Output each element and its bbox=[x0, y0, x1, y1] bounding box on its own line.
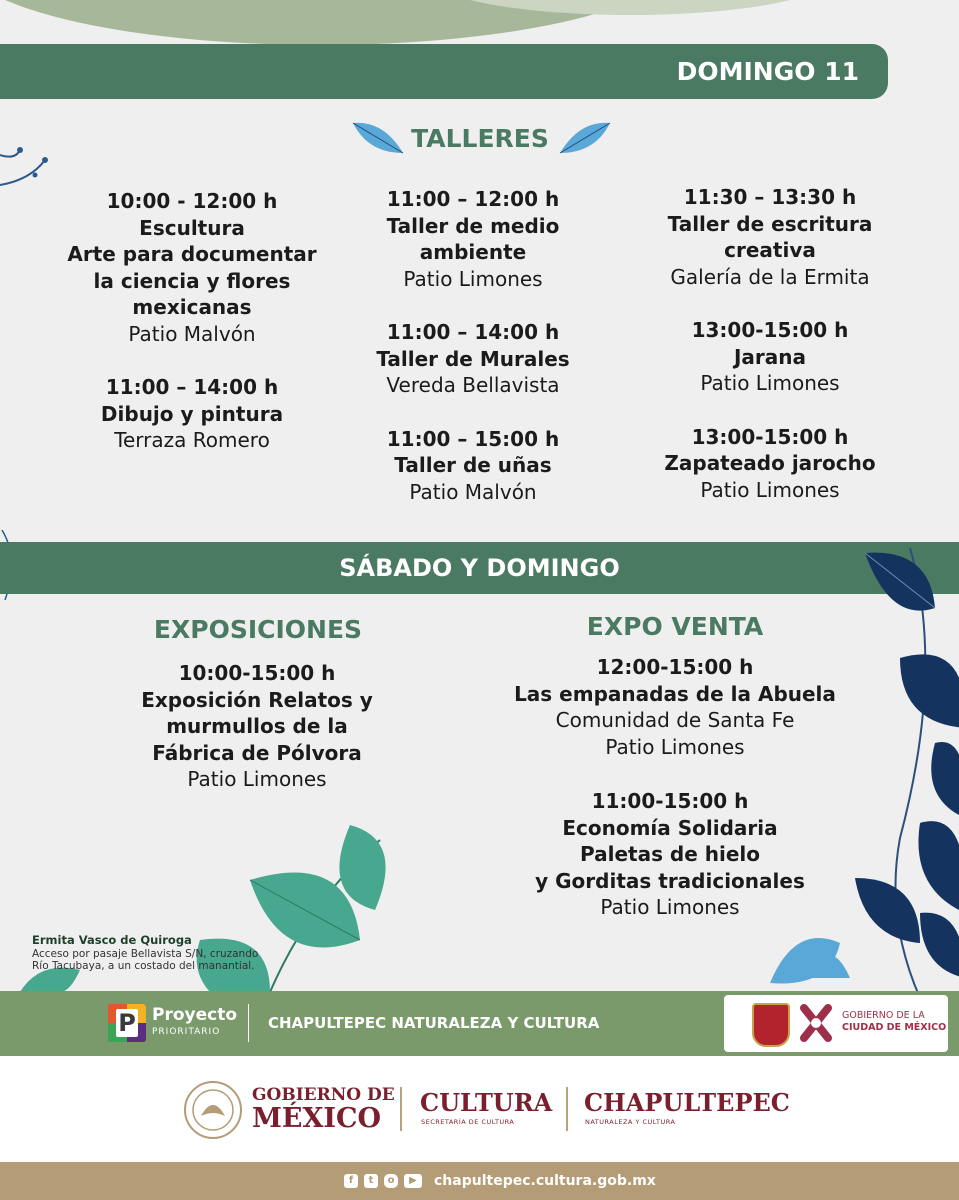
social-links bbox=[344, 1170, 656, 1192]
expo-time: 12:00-15:00 h bbox=[596, 655, 754, 679]
expo-name: Las empanadas de la Abuela bbox=[514, 681, 836, 706]
workshop-place: Galería de la Ermita bbox=[670, 264, 870, 289]
workshop-name: Taller de Murales bbox=[376, 346, 570, 371]
prioritario-label: PRIORITARIO bbox=[152, 1027, 221, 1037]
cdmx-text bbox=[842, 1010, 946, 1034]
workshop-name: Taller de medio ambiente bbox=[386, 213, 560, 264]
chapultepec-sublabel: NATURALEZA Y CULTURA bbox=[585, 1118, 676, 1126]
logo-divider-2 bbox=[566, 1087, 568, 1131]
expo-name: Economía Solidaria Paletas de hielo y Gorditas tradicionales bbox=[535, 815, 805, 893]
exhibition-place: Patio Limones bbox=[187, 767, 327, 791]
workshop-place: Terraza Romero bbox=[114, 428, 270, 452]
workshop-name: Taller de uñas bbox=[394, 453, 552, 477]
workshop-place: Patio Limones bbox=[403, 266, 543, 291]
day-title: DOMINGO 11 bbox=[676, 57, 859, 86]
expo-place: Patio Limones bbox=[600, 895, 740, 919]
youtube-icon[interactable]: ▶ bbox=[404, 1174, 422, 1188]
instagram-icon[interactable]: o bbox=[384, 1174, 398, 1188]
workshop-item bbox=[323, 319, 623, 399]
venue-address-line1: Acceso por pasaje Bellavista S/N, cruzando bbox=[32, 947, 259, 960]
workshop-name: Taller de escritura creativa bbox=[667, 211, 873, 262]
workshop-place: Patio Malvón bbox=[128, 321, 256, 346]
exhibition-name: Exposición Relatos y murmullos de la Fábrica de Pólvora bbox=[141, 687, 373, 765]
workshop-place: Vereda Bellavista bbox=[386, 373, 560, 397]
expo-place: Comunidad de Santa Fe Patio Limones bbox=[555, 708, 795, 759]
workshop-time: 11:00 – 15:00 h bbox=[386, 426, 560, 451]
branding-tagline: CHAPULTEPEC NATURALEZA Y CULTURA bbox=[268, 1014, 600, 1032]
talleres-column-2 bbox=[323, 186, 623, 532]
logo-divider-1 bbox=[400, 1087, 402, 1131]
cultura-label: CULTURA bbox=[420, 1088, 553, 1117]
proyecto-label: Proyecto bbox=[152, 1005, 238, 1025]
workshop-name: Dibujo y pintura bbox=[100, 401, 284, 426]
talleres-column-1 bbox=[42, 188, 342, 481]
cdmx-shield-icon bbox=[752, 1003, 790, 1047]
weekend-title: SÁBADO Y DOMINGO bbox=[339, 554, 620, 582]
cdmx-line1: GOBIERNO DE LA bbox=[842, 1010, 925, 1021]
workshop-name: Zapateado jarocho bbox=[664, 451, 876, 475]
branding-divider bbox=[248, 1004, 249, 1042]
cdmx-line2: CIUDAD DE MÉXICO bbox=[842, 1022, 947, 1033]
cdmx-emblem-icon bbox=[796, 1002, 836, 1044]
workshop-time: 11:00 – 14:00 h bbox=[105, 375, 279, 399]
workshop-item bbox=[42, 188, 342, 347]
leaf-right-icon bbox=[555, 118, 615, 158]
website-link[interactable]: chapultepec.cultura.gob.mx bbox=[434, 1173, 656, 1189]
talleres-title: TALLERES bbox=[411, 124, 549, 153]
expo-venta-item-2 bbox=[500, 788, 840, 921]
workshop-time: 11:00 – 12:00 h bbox=[386, 187, 560, 211]
workshop-item bbox=[323, 426, 623, 506]
cultura-sublabel: SECRETARÍA DE CULTURA bbox=[421, 1118, 515, 1126]
proyecto-prioritario-logo: P bbox=[108, 1004, 146, 1042]
workshop-item bbox=[620, 184, 920, 290]
exposiciones-title: EXPOSICIONES bbox=[153, 615, 363, 644]
gobierno-de-label: GOBIERNO DE bbox=[252, 1085, 395, 1105]
workshop-name: Escultura Arte para documentar la ciencia y flores mexicanas bbox=[67, 215, 317, 319]
workshop-time: 10:00 - 12:00 h bbox=[106, 189, 278, 213]
talleres-column-3 bbox=[620, 184, 920, 530]
workshop-time: 11:30 – 13:30 h bbox=[683, 185, 857, 209]
expo-venta-title: EXPO VENTA bbox=[586, 612, 764, 641]
workshop-item bbox=[42, 374, 342, 454]
workshop-place: Patio Malvón bbox=[409, 479, 537, 504]
expo-time: 11:00-15:00 h bbox=[591, 789, 749, 813]
venue-address-line2: Río Tacubaya, a un costado del manantial. bbox=[32, 960, 255, 972]
workshop-place: Patio Limones bbox=[700, 477, 840, 502]
venue-address bbox=[32, 934, 258, 973]
national-seal-icon bbox=[183, 1080, 243, 1140]
facebook-icon[interactable]: f bbox=[344, 1174, 358, 1188]
workshop-place: Patio Limones bbox=[700, 371, 840, 395]
twitter-icon[interactable]: t bbox=[364, 1174, 378, 1188]
exposiciones-block bbox=[107, 660, 407, 793]
mexico-label: MÉXICO bbox=[252, 1103, 382, 1134]
workshop-item bbox=[620, 424, 920, 504]
chapultepec-label: CHAPULTEPEC bbox=[584, 1088, 790, 1117]
workshop-item bbox=[620, 317, 920, 397]
workshop-name: Jarana bbox=[733, 344, 807, 369]
workshop-time: 13:00-15:00 h bbox=[691, 424, 849, 449]
exhibition-time: 10:00-15:00 h bbox=[178, 661, 336, 685]
workshop-time: 11:00 – 14:00 h bbox=[386, 320, 560, 344]
workshop-item bbox=[323, 186, 623, 292]
workshop-time: 13:00-15:00 h bbox=[691, 318, 849, 342]
venue-name: Ermita Vasco de Quiroga bbox=[32, 933, 192, 947]
expo-venta-item-1 bbox=[505, 654, 845, 760]
